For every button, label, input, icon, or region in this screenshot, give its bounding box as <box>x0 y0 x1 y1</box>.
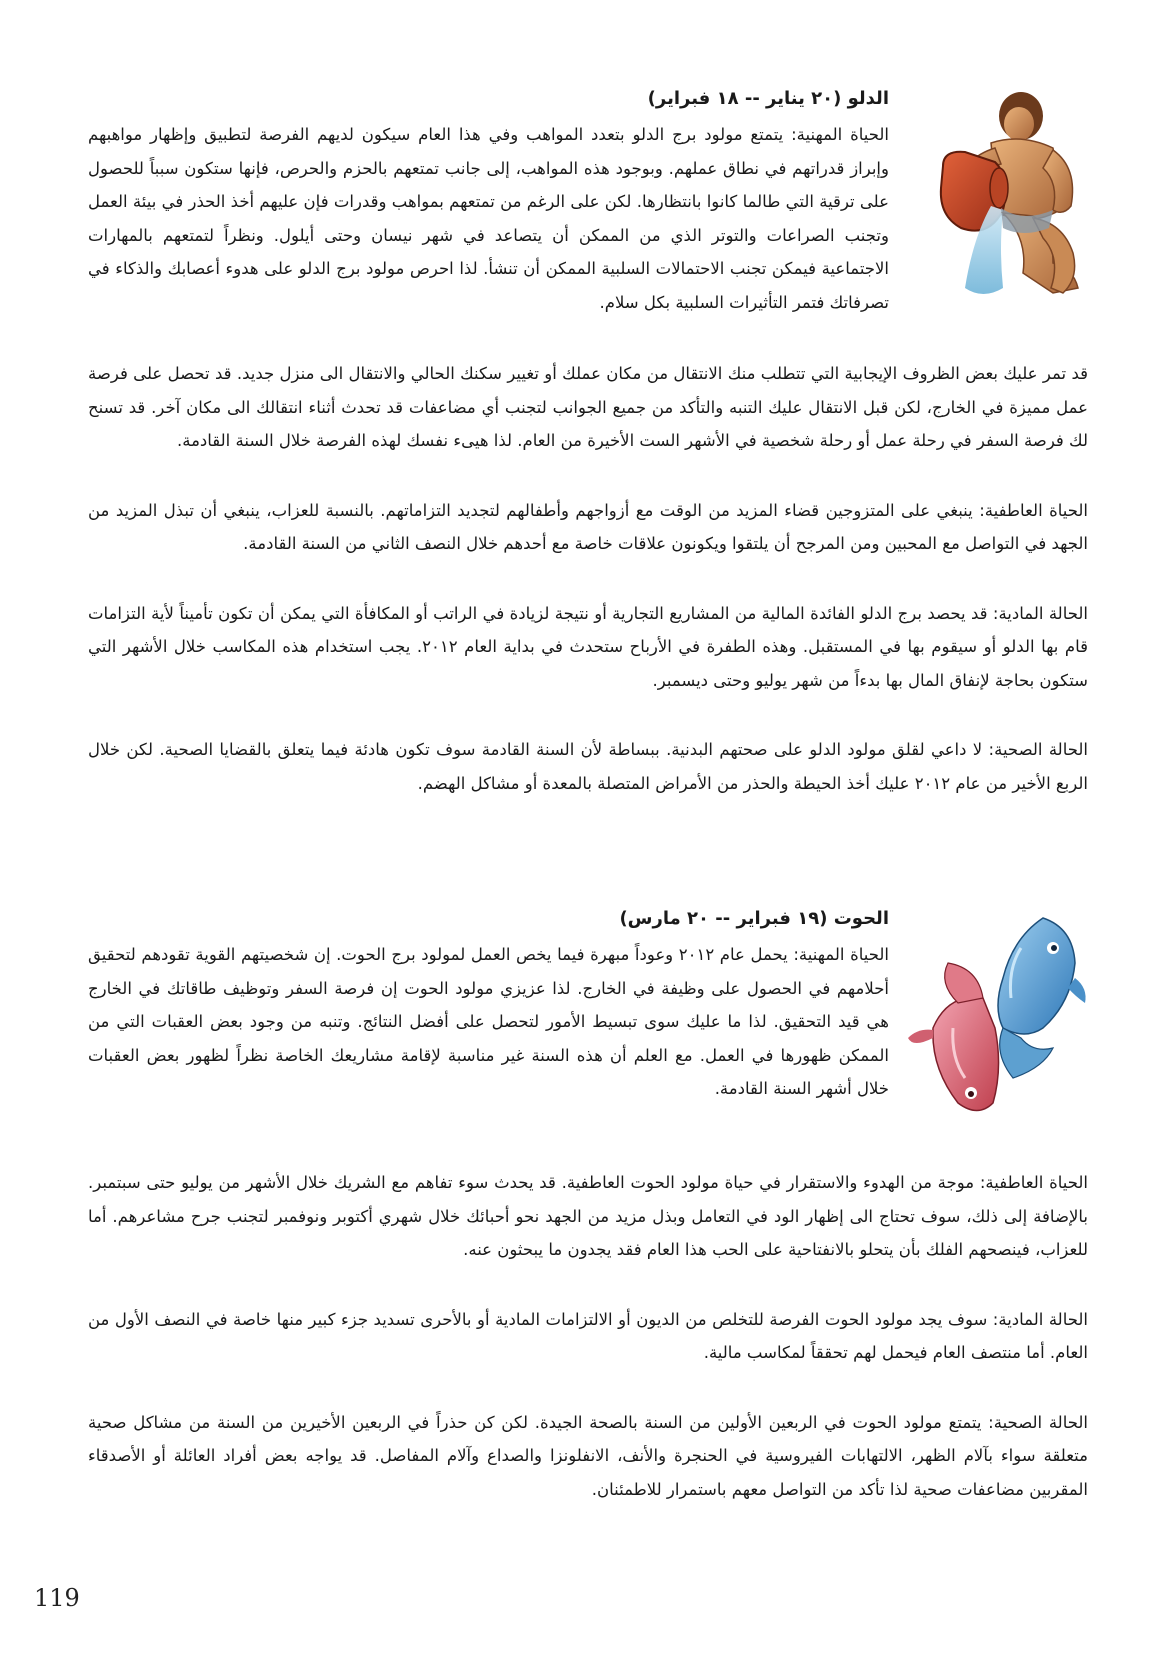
pisces-finance-paragraph: الحالة المادية: سوف يجد مولود الحوت الفرصة للتخلص من الديون أو الالتزامات المادية أو بالأحرى تسديد جزء كبير منها خاصة في النصف الأول من العام. أما منتصف العام فيحمل لهم تحققاً لمكاسب مالية. <box>88 1309 1088 1362</box>
aquarius-love-paragraph: الحياة العاطفية: ينبغي على المتزوجين قضاء المزيد من الوقت مع أزواجهم وأطفالهم لتجديد التزاماتهم. بالنسبة للعزاب، ينبغي أن تبذل المزيد من الجهد في التواصل مع المحبين ومن المرجح أن يلتقوا ويكونون علاقات خاصة مع أحدهم خلال النصف الثاني من السنة القادمة. <box>88 500 1088 553</box>
aquarius-title: الدلو (٢٠ يناير -- ١٨ فبراير) <box>647 88 889 109</box>
aquarius-finance-paragraph: الحالة المادية: قد يحصد برج الدلو الفائدة المالية من المشاريع التجارية أو نتيجة لزيادة في الراتب أو المكافأة التي يمكن أن تكون تأميناً لأية التزامات قام بها الدلو أو سيقوم بها في المستقبل. وهذه الطفرة في الأرباح ستحدث في بداية العام ٢٠١٢. يجب استخدام هذه المكاسب خلال الأشهر التي ستكون بحاجة لإنفاق المال بها بدءاً من شهر يوليو وحتى ديسمبر. <box>88 603 1088 690</box>
pisces-career-paragraph: الحياة المهنية: يحمل عام ٢٠١٢ وعوداً مبهرة فيما يخص العمل لمولود برج الحوت. إن شخصيتهم القوية تقودهم لتحقيق أحلامهم في الحصول على وظيفة في الخارج. لذا عزيزي مولود الحوت إن فرصة السفر وتوظيف طاقاتك في الخارج هي قيد التحقيق. لذا ما عليك سوى تبسيط الأمور لتحصل على أفضل النتائج. وتنبه من وجود بعض العقبات التي من الممكن ظهورها في العمل. مع العلم أن هذه السنة غير مناسبة لإقامة مشاريعك الخاصة نظراً لظهور بعض العقبات خلال أشهر السنة القادمة. <box>88 945 889 1098</box>
pisces-health-paragraph: الحالة الصحية: يتمتع مولود الحوت في الربعين الأولين من السنة بالصحة الجيدة. لكن كن حذراً في الربعين الأخيرين من السنة من مشاكل صحية متعلقة سواء بآلام الظهر، الالتهابات الفيروسية في الحنجرة والأنف، الانفلونزا والصداع وآلام المفاصل. قد يواجه بعض أفراد العائلة أو الأصدقاء المقربين مضاعفات صحية لذا تأكد من التواصل معهم باستمرار للاطمئنان. <box>88 1412 1088 1499</box>
aquarius-health-paragraph: الحالة الصحية: لا داعي لقلق مولود الدلو على صحتهم البدنية. ببساطة لأن السنة القادمة سوف تكون هادئة فيما يتعلق بالقضايا الصحية. لكن خلال الربع الأخير من عام ٢٠١٢ عليك أخذ الحيطة والحذر من الأمراض المتصلة بالمعدة أو مشاكل الهضم. <box>88 740 1088 793</box>
pisces-title: الحوت (١٩ فبراير -- ٢٠ مارس) <box>619 908 889 929</box>
pisces-love-paragraph: الحياة العاطفية: موجة من الهدوء والاستقرار في حياة مولود الحوت العاطفية. قد يحدث سوء تفاهم مع الشريك خلال الأشهر من يوليو حتى سبتمبر. بالإضافة إلى ذلك، سوف تحتاج الى إظهار الود في التعامل وبذل مزيد من الجهد نحو أحبائك خلال شهري أكتوبر ونوفمبر لتجنب جرح مشاعرهم. أما للعزاب، فينصحهم الفلك بأن يتحلو بالانفتاحية على الحب هذا العام فقد يجدون ما يبحثون عنه. <box>88 1173 1088 1259</box>
aquarius-travel-paragraph: قد تمر عليك بعض الظروف الإيجابية التي تتطلب منك الانتقال من مكان عملك أو تغيير سكنك الحالي والانتقال الى منزل جديد. قد تحصل على فرصة عمل مميزة في الخارج، لكن قبل الانتقال عليك التنبه والتأكد من جميع الجوانب لتجنب أي مضاعفات قد تحدث أثناء انتقالك الى مكان آخر. قد تسنح لك فرصة السفر في رحلة عمل أو رحلة شخصية في الأشهر الست الأخيرة من العام. لذا هيىء نفسك لهذه الفرصة خلال السنة القادمة. <box>88 364 1088 450</box>
pisces-two-fish-icon <box>903 908 1088 1128</box>
page-number: 119 <box>34 1584 80 1612</box>
aquarius-water-bearer-icon <box>903 88 1088 308</box>
pisces-section <box>88 906 1088 1506</box>
aquarius-career-paragraph: الحياة المهنية: يتمتع مولود برج الدلو بتعدد المواهب وفي هذا العام سيكون لديهم الفرصة لتطبيق وإظهار مواهبهم وإبراز قدراتهم في نطاق عملهم. وبوجود هذه المواهب، إلى جانب تمتعهم بالحزم والحرص، فإنها ستكون سبباً للحصول على ترقية التي طالما كانوا بانتظارها. لكن على الرغم من تمتعهم بمواهب وقدرات فإن عليهم أخذ الحذر في بيئة العمل وتجنب الصراعات والتوتر الذي من الممكن أن يتصاعد في شهر نيسان وحتى أيلول. ونظراً لتمتعهم بالمهارات الاجتماعية فيمكن تجنب الاحتمالات السلبية الممكن أن تنشأ. لذا احرص مولود برج الدلو على هدوء أعصابك والذكاء في تصرفاتك فتمر التأثيرات السلبية بكل سلام. <box>88 125 889 312</box>
aquarius-section <box>88 86 1088 800</box>
